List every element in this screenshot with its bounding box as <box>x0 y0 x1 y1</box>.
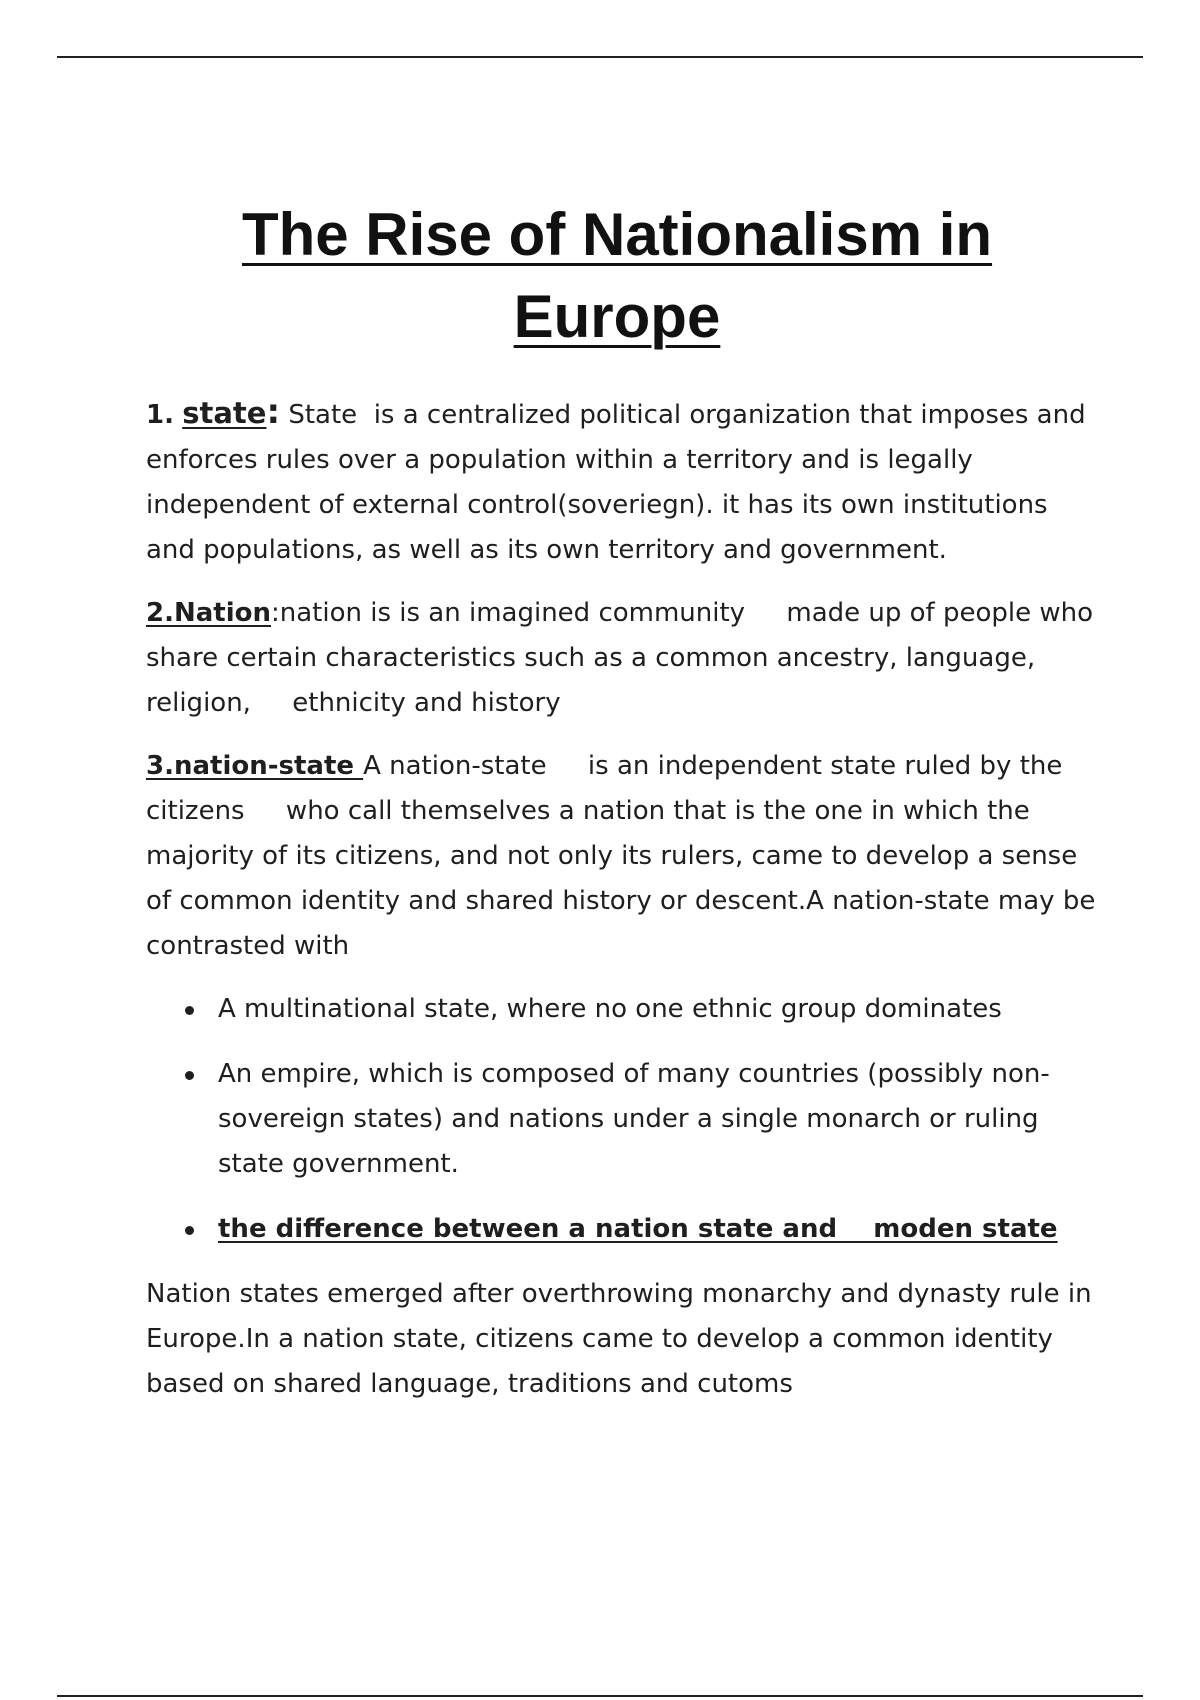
bottom-rule <box>57 1695 1143 1697</box>
bullet-item <box>218 987 1096 1032</box>
nation-state-text: A nation-state is an independent state ruled by the citizens who call themselves a nation that is the one in which the majority of its citizens, and not only its rulers, came to develop a sense of common identity and shared history or descent.A nation-state may be contrasted with <box>146 751 1104 961</box>
title-line-1: The Rise of Nationalism in <box>241 201 993 268</box>
bullet-text: A multinational state, where no one ethnic group dominates <box>218 994 1002 1024</box>
nation-text: :nation is is an imagined community made up of people who share certain characteristics such as a common ancestry, language, religion, ethnicity and history <box>146 598 1102 718</box>
bullet-list <box>146 987 1096 1252</box>
definition-state <box>146 390 1096 573</box>
title-line-2: Europe <box>513 283 721 350</box>
bullet-item <box>218 1052 1096 1187</box>
state-term: state <box>182 396 267 430</box>
bullet-item <box>218 1207 1096 1252</box>
nation-term: 2.Nation <box>146 598 271 628</box>
closing-paragraph: Nation states emerged after overthrowing monarchy and dynasty rule in Europe.In a nation state, citizens came to develop a common identity based on shared language, traditions and cutoms <box>146 1279 1100 1399</box>
top-rule <box>57 56 1143 58</box>
nation-state-term: 3.nation-state <box>146 751 364 781</box>
bullet-dot-icon <box>185 1006 194 1015</box>
bullet-dot-icon <box>185 1071 194 1080</box>
bullet-heading: the difference between a nation state and moden state <box>218 1214 1058 1244</box>
bullet-dot-icon <box>185 1226 194 1235</box>
state-number: 1. <box>146 400 174 430</box>
definition-nation-state <box>146 744 1104 969</box>
document-body <box>146 390 1104 1425</box>
definition-nation <box>146 591 1102 726</box>
page-title <box>100 194 1134 358</box>
state-text: State is a centralized political organization that imposes and enforces rules over a population within a territory and is legally independent of external control(soveriegn). it has its own institutions and populations, as well as its own territory and government. <box>146 400 1094 565</box>
bullet-text: An empire, which is composed of many countries (possibly non-sovereign states) and nations under a single monarch or ruling state government. <box>218 1059 1050 1179</box>
state-colon: : <box>266 392 281 432</box>
